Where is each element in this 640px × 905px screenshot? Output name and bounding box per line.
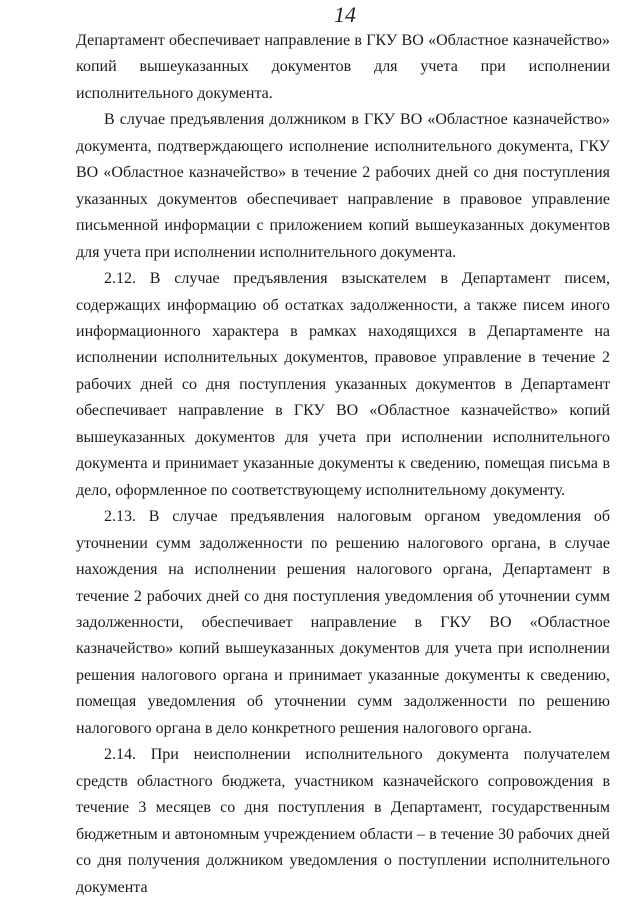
paragraph-debtor-presentation: В случае предъявления должником в ГКУ ВО «Областное казначейство» документа, подтверждающего исполнение исполнительного документа, ГКУ ВО «Областное казначейство» в течение 2 рабочих дней со дня поступления указанных документов обеспечивает направление в правовое управление письменной информации с приложением копий вышеуказанных документов для учета при исполнении исполнительного документа.	[76, 111, 610, 261]
page-number: 14	[334, 2, 356, 27]
paragraph-2-13: 2.13. В случае предъявления налоговым органом уведомления об уточнении сумм задолженности по решению налогового органа, в случае нахождения на исполнении решения налогового органа, Департамент в течение 2 рабочих дней со дня поступления уведомления об уточнении сумм задолженности, обеспечивает направление в ГКУ ВО «Областное казначейство» копий вышеуказанных документов для учета при исполнении решения налогового органа и принимает указанные документы к сведению, помещая уведомления об уточнении сумм задолженности по решению налогового органа в дело конкретного решения налогового органа.	[76, 508, 610, 737]
paragraph-2-12: 2.12. В случае предъявления взыскателем в Департамент писем, содержащих информацию об остатках задолженности, а также писем иного информационного характера в рамках находящихся в Департаменте на исполнении исполнительных документов, правовое управление в течение 2 рабочих дней со дня поступления указанных документов в Департамент обеспечивает направление в ГКУ ВО «Областное казначейство» копий вышеуказанных документов для учета при исполнении исполнительного документа и принимает указанные документы к сведению, помещая письма в дело, оформленное по соответствующему исполнительному документу.	[76, 270, 610, 499]
paragraph-continuation: Департамент обеспечивает направление в ГКУ ВО «Областное казначейство» копий вышеуказанных документов для учета при исполнении исполнительного документа.	[76, 32, 610, 102]
paragraph-2-14: 2.14. При неисполнении исполнительного документа получателем средств областного бюджета, участником казначейского сопровождения в течение 3 месяцев со дня поступления в Департамент, государственным бюджетным и автономным учреждением области – в течение 30 рабочих дней со дня получения должником уведомления о поступлении исполнительного документа	[76, 746, 610, 896]
document-body	[76, 28, 610, 901]
